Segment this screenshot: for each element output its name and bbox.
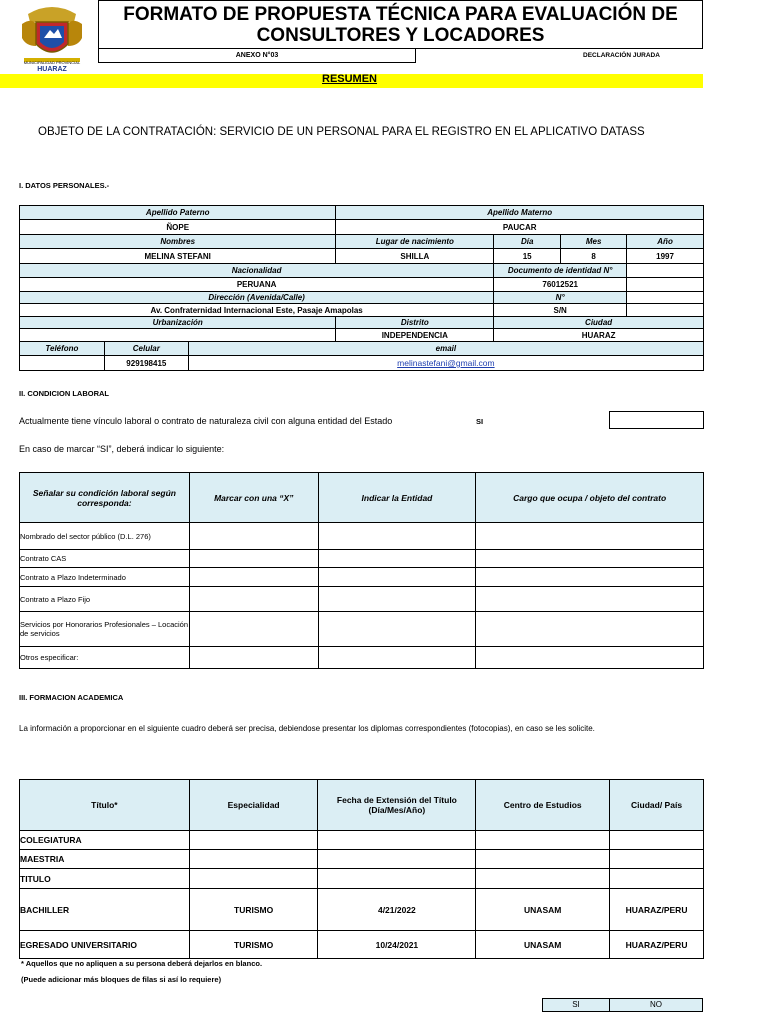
footnote-blank: * Aquellos que no apliquen a su persona deberá dejarlos en blanco. — [21, 959, 263, 968]
mark-cell[interactable] — [189, 550, 318, 568]
header-condition: Señalar su condición laboral según corresponda: — [20, 473, 190, 523]
anio-value: 1997 — [627, 249, 704, 264]
centro-cell — [476, 831, 610, 850]
no-option[interactable]: NO — [609, 998, 703, 1012]
titulo-cell: EGRESADO UNIVERSITARIO — [20, 931, 190, 959]
condition-label: Contrato CAS — [20, 550, 190, 568]
ciudad-cell — [610, 831, 704, 850]
header-numero: N° — [494, 292, 627, 304]
logo-city: HUARAZ — [37, 66, 67, 73]
nacionalidad-value: PERUANA — [20, 278, 494, 292]
ciudad-value: HUARAZ — [494, 329, 704, 342]
centro-cell: UNASAM — [476, 931, 610, 959]
empty-cell — [627, 264, 704, 278]
section-3-title: III. FORMACION ACADEMICA — [19, 693, 124, 702]
ciudad-cell: HUARAZ/PERU — [610, 931, 704, 959]
header-titulo: Título* — [20, 780, 190, 831]
nombres-value: MELINA STEFANI — [20, 249, 336, 264]
header-fecha-line2: (Día/Mes/Año) — [368, 805, 426, 815]
ciudad-cell — [610, 850, 704, 869]
mes-value: 8 — [561, 249, 627, 264]
table-row — [20, 587, 704, 612]
entity-cell[interactable] — [318, 647, 476, 669]
header-ciudad-pais: Ciudad/ País — [610, 780, 704, 831]
header-fecha — [318, 780, 476, 831]
position-cell[interactable] — [476, 587, 704, 612]
titulo-cell: BACHILLER — [20, 889, 190, 931]
sworn-declaration: DECLARACIÓN JURADA — [583, 52, 660, 59]
header-especialidad: Especialidad — [189, 780, 318, 831]
logo-caption: MUNICIPALIDAD PROVINCIAL — [23, 60, 81, 65]
titulo-cell: COLEGIATURA — [20, 831, 190, 850]
direccion-value: Av. Confraternidad Internacional Este, Pasaje Amapolas — [20, 304, 494, 317]
entity-cell[interactable] — [318, 568, 476, 587]
header-nacionalidad: Nacionalidad — [20, 264, 494, 278]
si-label: SI — [476, 417, 484, 426]
fecha-cell — [318, 869, 476, 889]
condition-label: Contrato a Plazo Indeterminado — [20, 568, 190, 587]
entity-cell[interactable] — [318, 523, 476, 550]
centro-cell: UNASAM — [476, 889, 610, 931]
especialidad-cell — [189, 850, 318, 869]
fecha-cell: 10/24/2021 — [318, 931, 476, 959]
header-apellido-materno: Apellido Materno — [336, 206, 704, 220]
especialidad-cell — [189, 831, 318, 850]
titulo-cell: MAESTRIA — [20, 850, 190, 869]
mark-cell[interactable] — [189, 587, 318, 612]
especialidad-cell: TURISMO — [189, 931, 318, 959]
email-link[interactable]: melinastefani@gmail.com — [188, 356, 703, 371]
numero-value: S/N — [494, 304, 627, 317]
entity-cell[interactable] — [318, 587, 476, 612]
condition-label: Contrato a Plazo Fijo — [20, 587, 190, 612]
header-apellido-paterno: Apellido Paterno — [20, 206, 336, 220]
dia-value: 15 — [494, 249, 561, 264]
page-title — [98, 0, 703, 49]
labor-condition-table — [19, 472, 704, 669]
telefono-value — [20, 356, 105, 371]
labor-instruction: En caso de marcar “SI”, deberá indicar lo siguiente: — [19, 444, 225, 454]
header-nombres: Nombres — [20, 235, 336, 249]
header-mark: Marcar con una “X” — [189, 473, 318, 523]
header-email: email — [188, 342, 703, 356]
table-row — [20, 850, 704, 869]
empty-cell — [627, 304, 704, 317]
especialidad-cell: TURISMO — [189, 889, 318, 931]
table-row — [20, 831, 704, 850]
position-cell[interactable] — [476, 550, 704, 568]
section-2-title: II. CONDICION LABORAL — [19, 389, 109, 398]
municipality-logo — [14, 2, 90, 74]
footnote-rows: (Puede adicionar más bloques de filas si así lo requiere) — [21, 975, 222, 984]
celular-value: 929198415 — [104, 356, 188, 371]
urbanizacion-value — [20, 329, 336, 342]
entity-cell[interactable] — [318, 550, 476, 568]
header-celular: Celular — [104, 342, 188, 356]
table-row — [20, 612, 704, 647]
apellido-materno-value: PAUCAR — [336, 220, 704, 235]
table-row — [20, 523, 704, 550]
header-position: Cargo que ocupa / objeto del contrato — [476, 473, 704, 523]
fecha-cell: 4/21/2022 — [318, 889, 476, 931]
ciudad-cell: HUARAZ/PERU — [610, 889, 704, 931]
header-entity: Indicar la Entidad — [318, 473, 476, 523]
header-dia: Día — [494, 235, 561, 249]
condition-label: Nombrado del sector público (D.L. 276) — [20, 523, 190, 550]
title-line-1: FORMATO DE PROPUESTA TÉCNICA PARA EVALUACIÓN DE — [123, 4, 678, 25]
mark-cell[interactable] — [189, 523, 318, 550]
table-row — [20, 568, 704, 587]
header-lugar: Lugar de nacimiento — [336, 235, 494, 249]
position-cell[interactable] — [476, 568, 704, 587]
header-anio: Año — [627, 235, 704, 249]
header-centro: Centro de Estudios — [476, 780, 610, 831]
especialidad-cell — [189, 869, 318, 889]
header-distrito: Distrito — [336, 317, 494, 329]
labor-question: Actualmente tiene vínculo laboral o contrato de naturaleza civil con alguna entidad del Estado — [19, 416, 393, 426]
position-cell[interactable] — [476, 612, 704, 647]
centro-cell — [476, 869, 610, 889]
position-cell[interactable] — [476, 647, 704, 669]
table-row — [20, 889, 704, 931]
personal-data-table — [19, 205, 704, 371]
academic-note: La información a proporcionar en el siguiente cuadro deberá ser precisa, debiendose presentar los diplomas correspondientes (fotocopias), en caso se les solicite. — [19, 724, 595, 733]
si-option[interactable]: SI — [542, 998, 610, 1012]
condition-label: Otros especificar: — [20, 647, 190, 669]
mark-cell[interactable] — [189, 568, 318, 587]
header-ciudad: Ciudad — [494, 317, 704, 329]
header-documento: Documento de identidad N° — [494, 264, 627, 278]
mark-cell[interactable] — [189, 612, 318, 647]
annex-label — [98, 49, 416, 63]
titulo-cell: TITULO — [20, 869, 190, 889]
contract-object: OBJETO DE LA CONTRATACIÓN: SERVICIO DE UN PERSONAL PARA EL REGISTRO EN EL APLICATIVO DATASS — [38, 126, 645, 138]
entity-cell[interactable] — [318, 612, 476, 647]
centro-cell — [476, 850, 610, 869]
section-1-title: I. DATOS PERSONALES.- — [19, 181, 110, 190]
header-urbanizacion: Urbanización — [20, 317, 336, 329]
si-answer-box[interactable] — [609, 411, 704, 429]
table-row — [20, 869, 704, 889]
lugar-value: SHILLA — [336, 249, 494, 264]
apellido-paterno-value: ÑOPE — [20, 220, 336, 235]
header-mes: Mes — [561, 235, 627, 249]
academic-table — [19, 779, 704, 959]
position-cell[interactable] — [476, 523, 704, 550]
table-row — [20, 550, 704, 568]
title-line-2: CONSULTORES Y LOCADORES — [256, 25, 545, 46]
mark-cell[interactable] — [189, 647, 318, 669]
table-row — [20, 647, 704, 669]
summary-title: RESUMEN — [322, 73, 378, 85]
ciudad-cell — [610, 869, 704, 889]
empty-cell — [627, 278, 704, 292]
header-direccion: Dirección (Avenida/Calle) — [20, 292, 494, 304]
empty-cell — [627, 292, 704, 304]
table-row — [20, 931, 704, 959]
header-telefono: Teléfono — [20, 342, 105, 356]
fecha-cell — [318, 850, 476, 869]
header-fecha-line1: Fecha de Extensión del Título — [336, 795, 457, 805]
condition-label: Servicios por Honorarios Profesionales – Locación de servicios — [20, 612, 190, 647]
fecha-cell — [318, 831, 476, 850]
documento-value: 76012521 — [494, 278, 627, 292]
distrito-value: INDEPENDENCIA — [336, 329, 494, 342]
annex-text: ANEXO N°03 — [235, 52, 279, 59]
